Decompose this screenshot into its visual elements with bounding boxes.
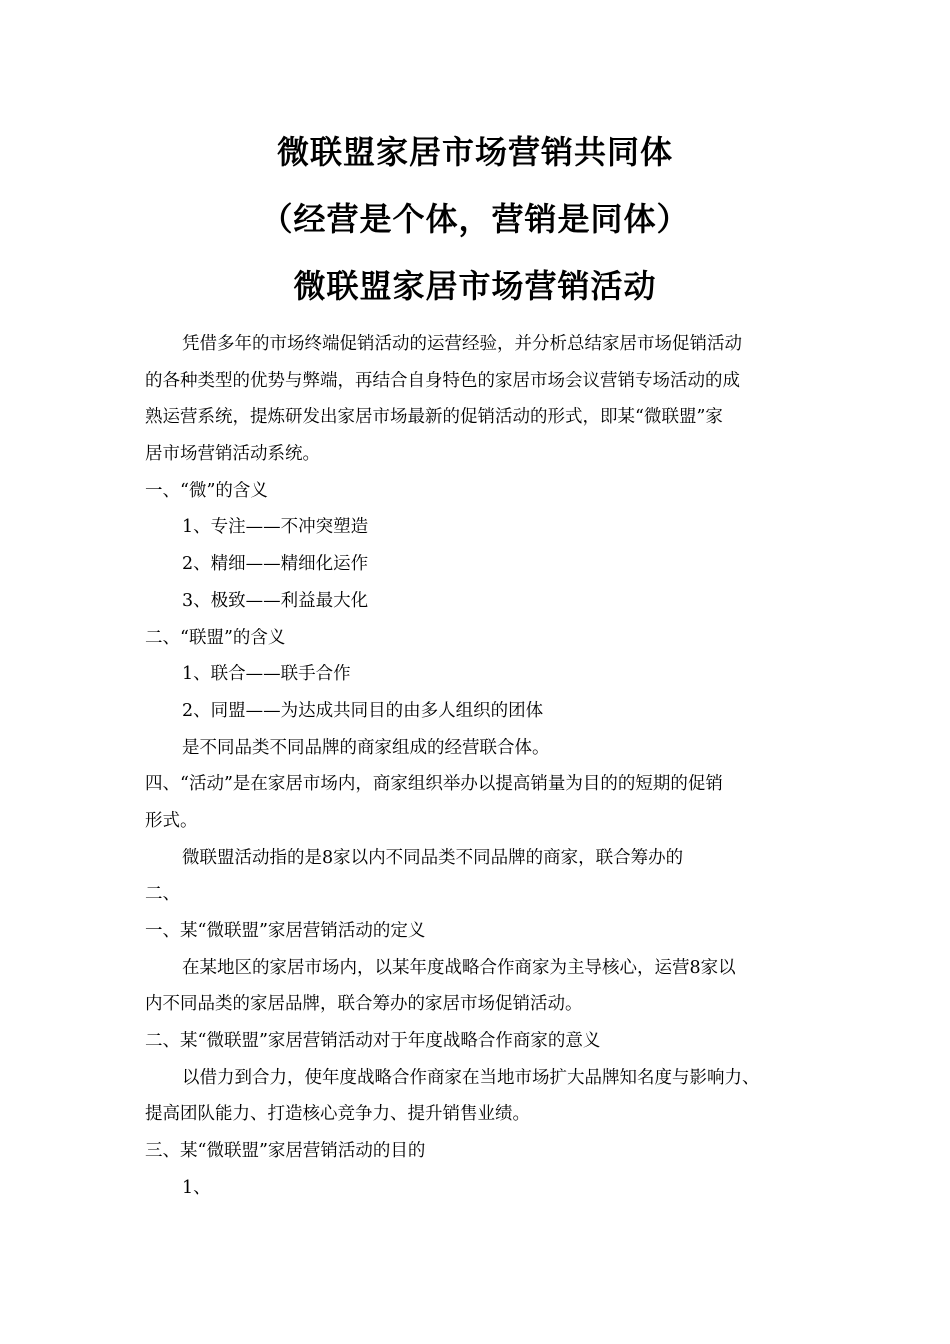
document-subtitle: （经营是个体，营销是同体） — [260, 200, 690, 238]
paragraph-line: 内不同品类的家居品牌，联合筹办的家居市场促销活动。 — [145, 994, 583, 1015]
paragraph-line: 形式。 — [145, 810, 198, 831]
list-item: 1、专注——不冲突塑造 — [182, 517, 369, 538]
paragraph-line: 凭借多年的市场终端促销活动的运营经验，并分析总结家居市场促销活动 — [182, 334, 742, 354]
paragraph-line: 微联盟活动指的是8家以内不同品类不同品牌的商家，联合筹办的 — [182, 847, 684, 868]
paragraph-line: 在某地区的家居市场内，以某年度战略合作商家为主导核心，运营8家以 — [182, 957, 736, 978]
heading-line: 二、“联盟”的含义 — [145, 627, 286, 648]
document-body — [145, 326, 810, 1207]
document-title: 微联盟家居市场营销共同体 — [276, 133, 673, 171]
heading-line: 一、“微”的含义 — [145, 480, 268, 501]
list-item: 1、联合——联手合作 — [182, 664, 351, 685]
section-title: 微联盟家居市场营销活动 — [293, 267, 657, 305]
heading-line: 一、某“微联盟”家居营销活动的定义 — [145, 921, 426, 941]
heading-line: 二、 — [145, 884, 180, 905]
paragraph-line: 提高团队能力、打造核心竞争力、提升销售业绩。 — [145, 1104, 530, 1125]
list-item: 3、极致——利益最大化 — [182, 590, 369, 611]
paragraph-line: 是不同品类不同品牌的商家组成的经营联合体。 — [182, 737, 550, 758]
paragraph-line: 居市场营销活动系统。 — [145, 444, 320, 465]
list-item: 1、 — [182, 1177, 211, 1198]
paragraph-line: 熟运营系统，提炼研发出家居市场最新的促销活动的形式，即某“微联盟”家 — [145, 407, 723, 428]
paragraph-line: 的各种类型的优势与弊端，再结合自身特色的家居市场会议营销专场活动的成 — [145, 370, 740, 391]
list-item: 2、同盟——为达成共同目的由多人组织的团体 — [182, 700, 544, 721]
list-item: 2、精细——精细化运作 — [182, 554, 369, 575]
heading-line: 三、某“微联盟”家居营销活动的目的 — [145, 1141, 426, 1162]
paragraph-line: 以借力到合力，使年度战略合作商家在当地市场扩大品牌知名度与影响力、 — [182, 1067, 760, 1088]
heading-line: 二、某“微联盟”家居营销活动对于年度战略合作商家的意义 — [145, 1031, 601, 1052]
heading-line: 四、“活动”是在家居市场内，商家组织举办以提高销量为目的的短期的促销 — [145, 774, 723, 795]
